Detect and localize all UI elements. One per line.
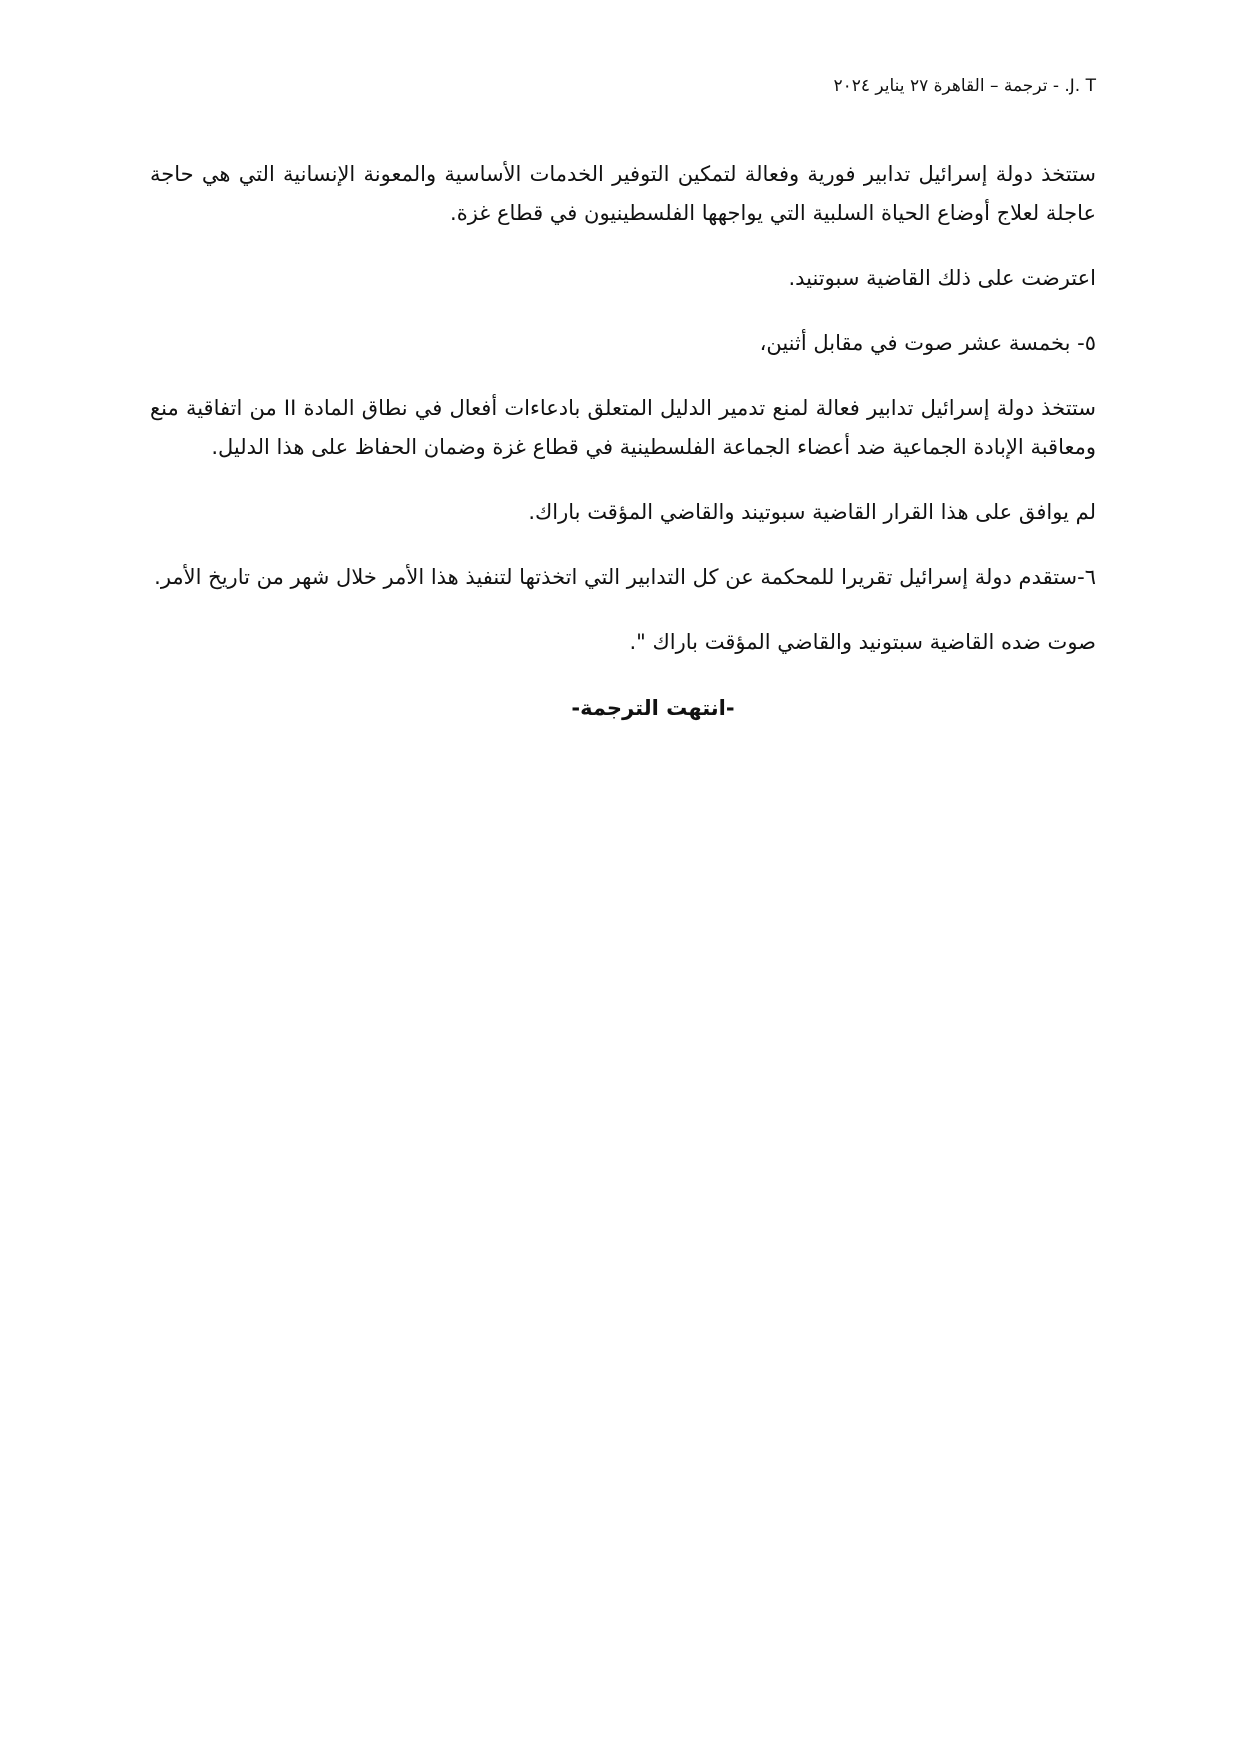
page-header: J. T. - ترجمة – القاهرة ٢٧ يناير ٢٠٢٤ <box>833 76 1096 96</box>
document-body <box>150 155 1096 724</box>
paragraph-measures-humanitarian: ستتخذ دولة إسرائيل تدابير فورية وفعالة لتمكين التوفير الخدمات الأساسية والمعونة الإنسانية التي هي حاجة عاجلة لعلاج أوضاع الحياة السلبية التي يواجهها الفلسطينيون في قطاع غزة. <box>150 162 1096 225</box>
paragraph-dissent-sebutinde-barak: لم يوافق على هذا القرار القاضية سبوتيند والقاضي المؤقت باراك. <box>528 500 1096 524</box>
paragraph-vote-against: صوت ضده القاضية سبتونيد والقاضي المؤقت باراك ". <box>629 630 1096 654</box>
paragraph-evidence-preservation: ستتخذ دولة إسرائيل تدابير فعالة لمنع تدمير الدليل المتعلق بادعاءات أفعال في نطاق المادة II من اتفاقية منع ومعاقبة الإبادة الجماعية ضد أعضاء الجماعة الفلسطينية في قطاع غزة وضمان الحفاظ على هذا الدليل. <box>150 396 1096 459</box>
translation-end-note: -انتهت الترجمة- <box>571 696 735 720</box>
paragraph-objection-sebutinde: اعترضت على ذلك القاضية سبوتنيد. <box>788 266 1096 290</box>
paragraph-vote-five: ٥- بخمسة عشر صوت في مقابل أثنين، <box>759 331 1096 355</box>
paragraph-report-six: ٦-ستقدم دولة إسرائيل تقريرا للمحكمة عن كل التدابير التي اتخذتها لتنفيذ هذا الأمر خلال شهر من تاريخ الأمر. <box>154 565 1096 589</box>
